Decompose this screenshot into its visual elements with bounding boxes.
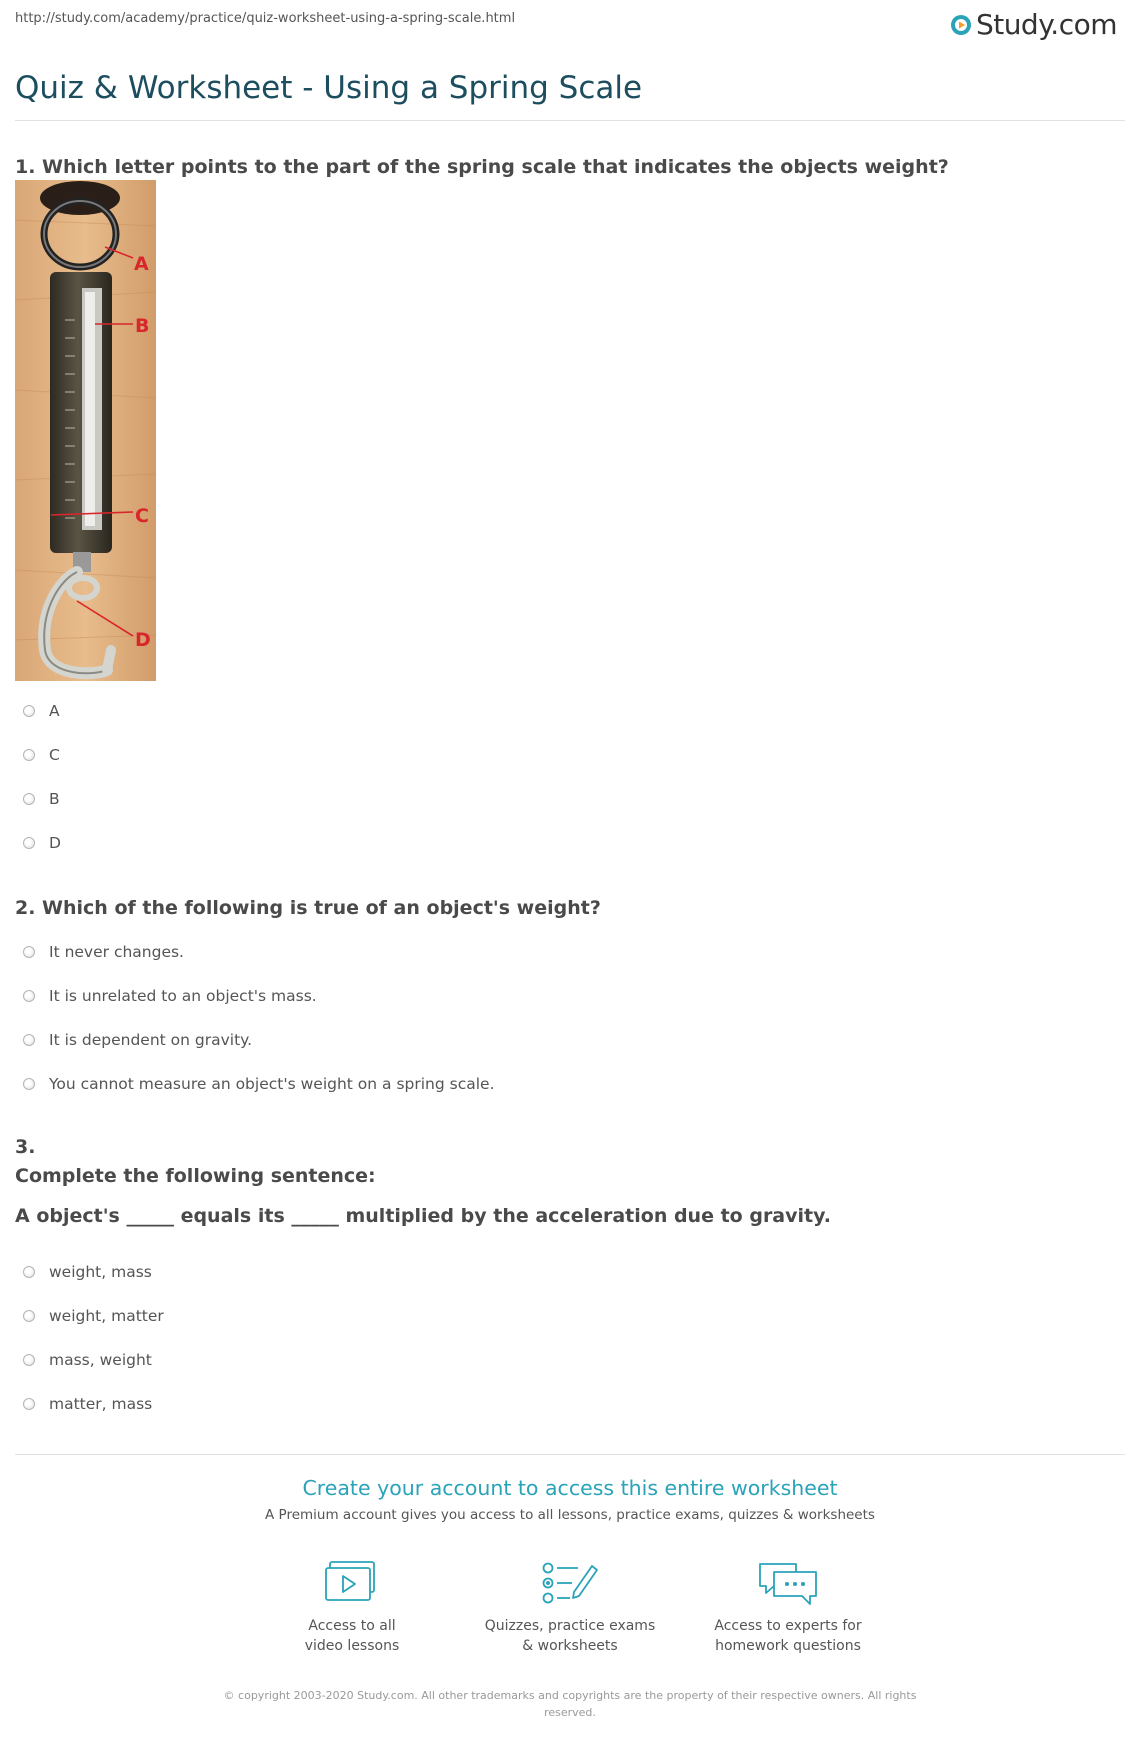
quiz-list-icon <box>540 1560 600 1608</box>
q3-option-3[interactable] <box>23 1350 152 1370</box>
cta-divider <box>15 1454 1125 1455</box>
page-url: http://study.com/academy/practice/quiz-worksheet-using-a-spring-scale.html <box>15 11 516 26</box>
option-label: It never changes. <box>49 943 184 961</box>
label-b: B <box>135 315 150 337</box>
radio-button[interactable] <box>23 946 35 958</box>
option-label: weight, matter <box>49 1307 164 1325</box>
option-label: mass, weight <box>49 1351 152 1369</box>
radio-button[interactable] <box>23 837 35 849</box>
radio-button[interactable] <box>23 1398 35 1410</box>
question-1-title: 1. Which letter points to the part of the spring scale that indicates the objects weight? <box>15 156 949 178</box>
label-d: D <box>135 629 151 651</box>
feature-label: Access to all video lessons <box>304 1618 400 1654</box>
radio-button[interactable] <box>23 1354 35 1366</box>
label-c: C <box>135 505 149 527</box>
q1-option-1[interactable] <box>23 701 60 721</box>
radio-button[interactable] <box>23 705 35 717</box>
radio-button[interactable] <box>23 1078 35 1090</box>
option-label: D <box>49 834 61 852</box>
q1-option-2[interactable] <box>23 745 60 765</box>
study-logo-icon <box>950 14 972 36</box>
feature-video-lessons <box>252 1560 452 1656</box>
radio-button[interactable] <box>23 749 35 761</box>
question-2-title: 2. Which of the following is true of an object's weight? <box>15 897 601 919</box>
chat-bubbles-icon <box>756 1560 820 1608</box>
q2-option-4[interactable] <box>23 1074 495 1094</box>
feature-label: Quizzes, practice exams & worksheets <box>484 1618 656 1654</box>
option-label: You cannot measure an object's weight on a spring scale. <box>49 1075 495 1093</box>
q1-option-4[interactable] <box>23 833 61 853</box>
title-divider <box>15 120 1125 121</box>
create-account-link[interactable]: Create your account to access this entire worksheet <box>302 1476 838 1500</box>
option-label: B <box>49 790 60 808</box>
spring-scale-illustration <box>15 180 156 681</box>
option-label: It is unrelated to an object's mass. <box>49 987 317 1005</box>
q2-option-1[interactable] <box>23 942 184 962</box>
feature-quizzes <box>470 1560 670 1656</box>
option-label: weight, mass <box>49 1263 152 1281</box>
label-a: A <box>134 253 149 275</box>
q2-option-3[interactable] <box>23 1030 252 1050</box>
page-title: Quiz & Worksheet - Using a Spring Scale <box>15 70 643 106</box>
question-3-sentence: A object's _____ equals its _____ multiplied by the acceleration due to gravity. <box>15 1205 831 1227</box>
q2-option-2[interactable] <box>23 986 317 1006</box>
option-label: matter, mass <box>49 1395 153 1413</box>
radio-button[interactable] <box>23 1034 35 1046</box>
feature-label: Access to experts for homework questions <box>714 1618 862 1654</box>
radio-button[interactable] <box>23 1266 35 1278</box>
q3-option-4[interactable] <box>23 1394 152 1414</box>
cta-subtitle: A Premium account gives you access to all lessons, practice exams, quizzes & worksheets <box>265 1507 875 1523</box>
radio-button[interactable] <box>23 793 35 805</box>
radio-button[interactable] <box>23 990 35 1002</box>
radio-button[interactable] <box>23 1310 35 1322</box>
option-label: A <box>49 702 60 720</box>
logo-text: Study.com <box>975 8 1117 41</box>
question-3-prompt: Complete the following sentence: <box>15 1165 376 1187</box>
study-logo[interactable] <box>950 8 1117 41</box>
feature-experts <box>688 1560 888 1656</box>
video-lessons-icon <box>324 1560 380 1608</box>
option-label: C <box>49 746 60 764</box>
q3-option-1[interactable] <box>23 1262 152 1282</box>
question-3-number: 3. <box>15 1136 36 1158</box>
option-label: It is dependent on gravity. <box>49 1031 253 1049</box>
q1-option-3[interactable] <box>23 789 60 809</box>
q3-option-2[interactable] <box>23 1306 164 1326</box>
copyright-text: © copyright 2003-2020 Study.com. All other trademarks and copyrights are the property of their respective owners. All rights reserved. <box>223 1689 917 1719</box>
spring-scale-image <box>15 180 156 681</box>
